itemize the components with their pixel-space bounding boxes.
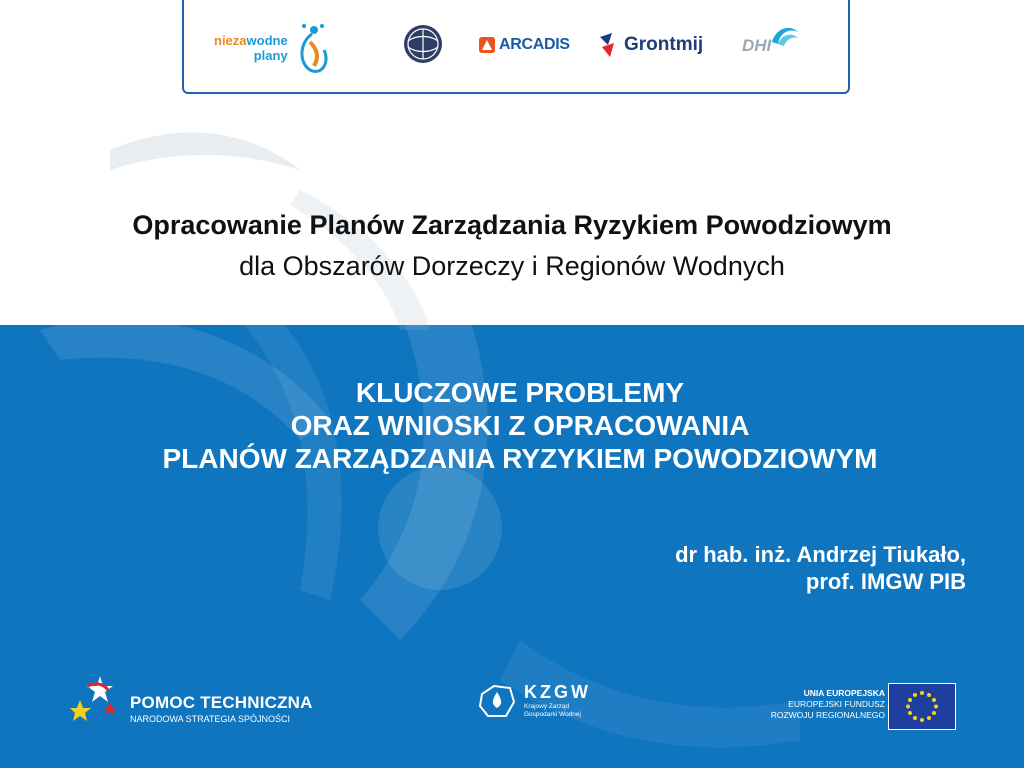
- dhi-logo: [742, 22, 800, 58]
- niezawodne-plany-figure-icon: [290, 20, 334, 76]
- headline-line-1: KLUCZOWE PROBLEMY: [355, 377, 685, 408]
- author-affiliation: prof. IMGW PIB: [805, 569, 966, 594]
- grontmij-mark-icon: [596, 31, 620, 59]
- eu-line-2: EUROPEJSKI FUNDUSZ: [788, 699, 885, 709]
- eu-line-3: ROZWOJU REGIONALNEGO: [770, 710, 885, 720]
- eu-fund-text: [771, 688, 885, 721]
- globe-emblem-logo: [402, 23, 444, 65]
- niezawodne-plany-logo: [214, 20, 334, 76]
- kzgw-full-name: Krajowy Zarząd Gospodarki Wodnej: [524, 703, 581, 718]
- globe-emblem-icon: [402, 23, 444, 65]
- author-name: dr hab. inż. Andrzej Tiukało,: [675, 542, 966, 567]
- eu-flag-icon: [888, 683, 956, 730]
- headline-line-2: ORAZ WNIOSKI Z OPRACOWANIA: [290, 410, 750, 441]
- pomoc-techniczna-star-icon: [70, 672, 122, 730]
- slide-headline: [0, 376, 1024, 475]
- pomoc-techniczna-title: POMOC TECHNICZNA: [130, 693, 313, 712]
- arcadis-wordmark: ARCADIS: [499, 36, 570, 53]
- presentation-title: Opracowanie Planów Zarządzania Ryzykiem Powodziowym: [132, 210, 892, 240]
- headline-line-3: PLANÓW ZARZĄDZANIA RYZYKIEM POWODZIOWYM: [162, 443, 878, 474]
- eu-fund-logo: [765, 683, 965, 729]
- niezawodne-plany-wordmark: niezawodne plany: [214, 33, 288, 63]
- grontmij-logo: [596, 31, 703, 59]
- author-block: [675, 541, 966, 595]
- arcadis-mark-icon: [479, 37, 495, 53]
- eu-line-1: UNIA EUROPEJSKA: [803, 688, 885, 698]
- pomoc-techniczna-subtitle: NARODOWA STRATEGIA SPÓJNOŚCI: [130, 714, 291, 724]
- kzgw-drop-icon: [476, 680, 518, 722]
- grontmij-wordmark: Grontmij: [624, 34, 704, 55]
- pomoc-techniczna-logo: [70, 672, 330, 732]
- kzgw-logo: [476, 678, 606, 728]
- kzgw-wordmark: KZGW: [524, 682, 591, 702]
- presentation-subtitle: dla Obszarów Dorzeczy i Regionów Wodnych: [239, 251, 785, 281]
- arcadis-logo: [479, 36, 570, 54]
- dhi-wordmark: DHI: [742, 36, 772, 55]
